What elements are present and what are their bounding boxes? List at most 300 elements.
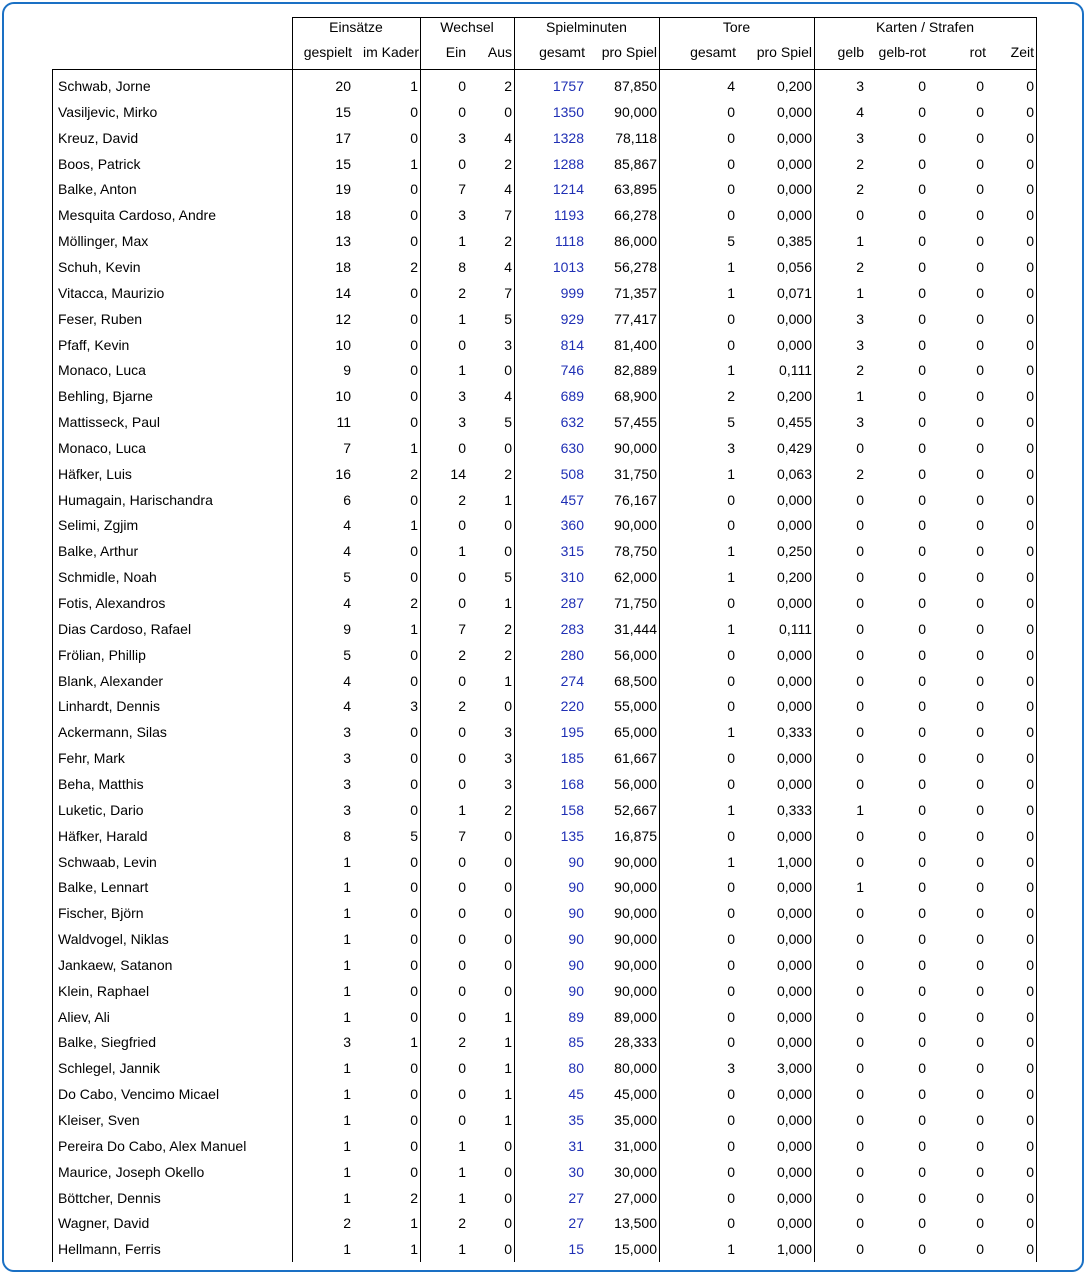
stat-cell: 0 [504, 362, 512, 378]
minutes-link[interactable]: 630 [560, 440, 584, 456]
minutes-link[interactable]: 632 [560, 414, 584, 430]
minutes-link[interactable]: 90 [568, 905, 584, 921]
stat-cell: 55,000 [614, 698, 657, 714]
stat-cell: 0 [1026, 1164, 1034, 1180]
stat-cell: 0,333 [776, 802, 812, 818]
stat-cell: 0 [856, 1190, 864, 1206]
stat-cell: 0,000 [776, 492, 812, 508]
column-header: gesamt [539, 44, 585, 60]
stat-cell: 2 [727, 388, 735, 404]
stat-cell: 3 [343, 750, 351, 766]
stat-cell: 0,385 [776, 233, 812, 249]
stat-cell: 0,200 [776, 569, 812, 585]
minutes-link[interactable]: 360 [560, 517, 584, 533]
stat-cell: 0 [976, 1164, 984, 1180]
stat-cell: 0 [918, 207, 926, 223]
stat-cell: 0 [410, 569, 418, 585]
stat-cell: 0 [976, 673, 984, 689]
minutes-link[interactable]: 158 [560, 802, 584, 818]
minutes-link[interactable]: 90 [568, 957, 584, 973]
stat-cell: 0 [504, 517, 512, 533]
group-header-karten: Karten / Strafen [875, 19, 975, 35]
stat-cell: 31,750 [614, 466, 657, 482]
stat-cell: 0 [856, 595, 864, 611]
minutes-link[interactable]: 27 [568, 1190, 584, 1206]
stat-cell: 0 [976, 78, 984, 94]
stat-cell: 0 [1026, 156, 1034, 172]
minutes-link[interactable]: 135 [560, 828, 584, 844]
minutes-link[interactable]: 1013 [552, 259, 584, 275]
stat-cell: 0,000 [776, 647, 812, 663]
stat-cell: 0 [410, 130, 418, 146]
minutes-link[interactable]: 283 [560, 621, 584, 637]
player-name: Schmidle, Noah [58, 569, 157, 585]
stat-cell: 0 [1026, 517, 1034, 533]
stat-cell: 90,000 [614, 879, 657, 895]
minutes-link[interactable]: 27 [568, 1215, 584, 1231]
column-header: pro Spiel [756, 44, 812, 60]
player-name: Fotis, Alexandros [58, 595, 166, 611]
minutes-link[interactable]: 45 [568, 1086, 584, 1102]
stat-cell: 0 [727, 492, 735, 508]
stat-cell: 0 [856, 1009, 864, 1025]
stat-cell: 3 [410, 698, 418, 714]
stat-cell: 56,000 [614, 776, 657, 792]
stat-cell: 0 [458, 879, 466, 895]
stat-cell: 1 [727, 724, 735, 740]
stat-cell: 0 [918, 1009, 926, 1025]
stat-cell: 13 [335, 233, 351, 249]
stat-cell: 2 [504, 466, 512, 482]
stat-cell: 0 [918, 181, 926, 197]
stat-cell: 0 [976, 569, 984, 585]
minutes-link[interactable]: 30 [568, 1164, 584, 1180]
minutes-link[interactable]: 1193 [553, 207, 584, 223]
stat-cell: 0 [458, 1112, 466, 1128]
stat-cell: 0 [856, 724, 864, 740]
stat-cell: 0 [1026, 259, 1034, 275]
stat-cell: 71,750 [614, 595, 657, 611]
stat-cell: 1 [343, 983, 351, 999]
stat-cell: 0 [856, 983, 864, 999]
player-name: Balke, Arthur [58, 543, 139, 559]
grid-hline-header [52, 69, 1037, 70]
stat-cell: 0 [976, 595, 984, 611]
player-name: Frölian, Phillip [58, 647, 146, 663]
stat-cell: 0 [976, 337, 984, 353]
stat-cell: 3 [856, 78, 864, 94]
minutes-link[interactable]: 1118 [554, 233, 584, 249]
stat-cell: 0 [458, 569, 466, 585]
stat-cell: 90,000 [614, 957, 657, 973]
stat-cell: 4 [343, 698, 351, 714]
stat-cell: 2 [504, 621, 512, 637]
stat-cell: 0 [410, 104, 418, 120]
player-name: Blank, Alexander [58, 673, 164, 689]
stat-cell: 0 [410, 1112, 418, 1128]
player-name: Feser, Ruben [58, 311, 143, 327]
stat-cell: 1 [727, 569, 735, 585]
stat-cell: 14 [450, 466, 466, 482]
stat-cell: 13,500 [614, 1215, 657, 1231]
stat-cell: 7 [458, 181, 466, 197]
stat-cell: 0 [458, 595, 466, 611]
stat-cell: 0 [727, 1190, 735, 1206]
minutes-link[interactable]: 89 [568, 1009, 584, 1025]
stat-cell: 0 [504, 905, 512, 921]
stat-cell: 0 [856, 750, 864, 766]
stat-cell: 0 [976, 802, 984, 818]
stat-cell: 1 [504, 673, 512, 689]
stat-cell: 1 [504, 595, 512, 611]
stat-cell: 0 [504, 828, 512, 844]
stat-cell: 0 [1026, 621, 1034, 637]
stat-cell: 0,000 [776, 828, 812, 844]
stat-cell: 61,667 [614, 750, 657, 766]
stat-cell: 0 [976, 259, 984, 275]
stat-cell: 76,167 [614, 492, 657, 508]
stat-cell: 0 [410, 181, 418, 197]
column-header: rot [969, 44, 986, 60]
minutes-link[interactable]: 168 [560, 776, 584, 792]
stat-cell: 0 [1026, 931, 1034, 947]
grid-vline [659, 17, 660, 1262]
minutes-link[interactable]: 287 [560, 595, 584, 611]
stat-cell: 0 [918, 776, 926, 792]
stat-cell: 2 [458, 285, 466, 301]
stat-cell: 0 [458, 156, 466, 172]
player-name: Do Cabo, Vencimo Micael [58, 1086, 220, 1102]
stat-cell: 0 [856, 543, 864, 559]
stat-cell: 0 [410, 905, 418, 921]
minutes-link[interactable]: 280 [560, 647, 584, 663]
stat-cell: 1,000 [776, 1241, 812, 1257]
stat-cell: 0 [1026, 130, 1034, 146]
stat-cell: 1 [727, 621, 735, 637]
stat-cell: 0 [918, 388, 926, 404]
stat-cell: 56,000 [614, 647, 657, 663]
stat-cell: 0 [727, 1086, 735, 1102]
stat-cell: 0 [727, 983, 735, 999]
stat-cell: 0 [727, 879, 735, 895]
stat-cell: 0,000 [776, 750, 812, 766]
stat-cell: 2 [856, 259, 864, 275]
stat-cell: 2 [458, 1034, 466, 1050]
stat-cell: 3 [856, 311, 864, 327]
stat-cell: 90,000 [614, 931, 657, 947]
stat-cell: 0 [410, 983, 418, 999]
stat-cell: 2 [504, 156, 512, 172]
stat-cell: 0 [976, 828, 984, 844]
minutes-link[interactable]: 1288 [552, 156, 584, 172]
stat-cell: 0 [918, 1241, 926, 1257]
stat-cell: 3 [343, 1034, 351, 1050]
stat-cell: 0,000 [776, 698, 812, 714]
stat-cell: 0 [727, 1164, 735, 1180]
stat-cell: 0 [918, 879, 926, 895]
stat-cell: 0,056 [776, 259, 812, 275]
stat-cell: 0 [458, 750, 466, 766]
minutes-link[interactable]: 90 [568, 854, 584, 870]
stat-cell: 1 [458, 362, 466, 378]
stat-cell: 0 [856, 569, 864, 585]
stat-cell: 0,000 [776, 673, 812, 689]
stat-cell: 1 [856, 233, 864, 249]
minutes-link[interactable]: 220 [560, 698, 584, 714]
stat-cell: 0 [976, 207, 984, 223]
stat-cell: 18 [335, 259, 351, 275]
minutes-link[interactable]: 1757 [552, 78, 584, 94]
grid-vline [52, 69, 53, 1262]
stat-cell: 10 [335, 388, 351, 404]
player-name: Monaco, Luca [58, 362, 146, 378]
stat-cell: 0 [856, 776, 864, 792]
stat-cell: 0 [856, 517, 864, 533]
minutes-link[interactable]: 310 [560, 569, 584, 585]
stat-cell: 4 [727, 78, 735, 94]
stat-cell: 1 [856, 388, 864, 404]
stat-cell: 0 [856, 647, 864, 663]
stat-cell: 0 [1026, 1034, 1034, 1050]
stat-cell: 0 [504, 1241, 512, 1257]
stat-cell: 15 [335, 156, 351, 172]
stat-cell: 2 [458, 492, 466, 508]
stat-cell: 10 [335, 337, 351, 353]
stat-cell: 0 [918, 750, 926, 766]
stat-cell: 0 [976, 233, 984, 249]
minutes-link[interactable]: 274 [560, 673, 584, 689]
stat-cell: 0 [1026, 569, 1034, 585]
stat-cell: 0 [504, 104, 512, 120]
stat-cell: 0 [856, 698, 864, 714]
stat-cell: 0 [918, 698, 926, 714]
stat-cell: 1 [727, 543, 735, 559]
minutes-link[interactable]: 90 [568, 983, 584, 999]
column-header: gesamt [690, 44, 736, 60]
stat-cell: 0 [976, 1060, 984, 1076]
stat-cell: 7 [504, 207, 512, 223]
stat-cell: 30,000 [614, 1164, 657, 1180]
minutes-link[interactable]: 315 [560, 543, 584, 559]
stat-cell: 9 [343, 362, 351, 378]
stat-cell: 0 [918, 337, 926, 353]
stat-cell: 11 [336, 414, 351, 430]
player-name: Mattisseck, Paul [58, 414, 160, 430]
stat-cell: 0 [1026, 440, 1034, 456]
stat-cell: 0 [976, 1241, 984, 1257]
stat-cell: 4 [343, 673, 351, 689]
stat-cell: 0 [727, 776, 735, 792]
stat-cell: 0 [410, 673, 418, 689]
stat-cell: 3 [504, 337, 512, 353]
stat-cell: 0 [1026, 983, 1034, 999]
stat-cell: 0 [1026, 802, 1034, 818]
stat-cell: 0 [918, 1034, 926, 1050]
stat-cell: 3 [504, 776, 512, 792]
minutes-link[interactable]: 15 [568, 1241, 584, 1257]
stat-cell: 0 [410, 1009, 418, 1025]
stat-cell: 3 [458, 207, 466, 223]
stat-cell: 0 [856, 1060, 864, 1076]
minutes-link[interactable]: 80 [568, 1060, 584, 1076]
minutes-link[interactable]: 1214 [552, 181, 584, 197]
minutes-link[interactable]: 1328 [552, 130, 584, 146]
stat-cell: 1 [410, 1215, 418, 1231]
group-header-spielminuten: Spielminuten [546, 19, 627, 35]
stat-cell: 0 [976, 1034, 984, 1050]
stat-cell: 0 [727, 1034, 735, 1050]
stat-cell: 0 [458, 854, 466, 870]
stat-cell: 0 [727, 156, 735, 172]
stat-cell: 0 [410, 854, 418, 870]
stat-cell: 68,500 [614, 673, 657, 689]
stat-cell: 2 [504, 647, 512, 663]
stat-cell: 0 [918, 1060, 926, 1076]
stat-cell: 0 [458, 1086, 466, 1102]
stat-cell: 1 [458, 311, 466, 327]
player-name: Schwab, Jorne [58, 78, 151, 94]
stat-cell: 0 [727, 931, 735, 947]
stat-cell: 0 [458, 957, 466, 973]
stat-cell: 0 [976, 517, 984, 533]
stat-cell: 0 [976, 543, 984, 559]
player-name: Fehr, Mark [58, 750, 125, 766]
grid-vline [1036, 17, 1037, 1262]
stat-cell: 31,000 [614, 1138, 657, 1154]
stat-cell: 0 [856, 207, 864, 223]
stat-cell: 0 [918, 130, 926, 146]
stat-cell: 0 [727, 311, 735, 327]
stat-cell: 0,000 [776, 776, 812, 792]
stat-cell: 5 [727, 414, 735, 430]
stat-cell: 0 [856, 1112, 864, 1128]
player-name: Maurice, Joseph Okello [58, 1164, 205, 1180]
stat-cell: 2 [856, 466, 864, 482]
stat-cell: 1 [410, 517, 418, 533]
minutes-link[interactable]: 1350 [552, 104, 584, 120]
stat-cell: 2 [504, 233, 512, 249]
stat-cell: 0 [976, 957, 984, 973]
stat-cell: 65,000 [614, 724, 657, 740]
stat-cell: 0,000 [776, 517, 812, 533]
stat-cell: 0 [856, 673, 864, 689]
minutes-link[interactable]: 999 [560, 285, 584, 301]
minutes-link[interactable]: 689 [560, 388, 584, 404]
stat-cell: 0 [918, 724, 926, 740]
stat-cell: 1 [727, 1241, 735, 1257]
player-name: Schuh, Kevin [58, 259, 141, 275]
player-name: Hellmann, Ferris [58, 1241, 161, 1257]
stat-cell: 0 [1026, 828, 1034, 844]
minutes-link[interactable]: 90 [568, 931, 584, 947]
stat-cell: 0 [410, 543, 418, 559]
minutes-link[interactable]: 35 [568, 1112, 584, 1128]
stat-cell: 0 [458, 724, 466, 740]
stat-cell: 0 [918, 1138, 926, 1154]
player-name: Selimi, Zgjim [58, 517, 139, 533]
column-header: gespielt [303, 44, 352, 60]
stat-cell: 1 [458, 1164, 466, 1180]
stat-cell: 1 [343, 1241, 351, 1257]
stat-cell: 0 [727, 517, 735, 533]
stat-cell: 0 [918, 983, 926, 999]
minutes-link[interactable]: 90 [568, 879, 584, 895]
group-header-wechsel: Wechsel [440, 19, 494, 35]
stat-cell: 1 [343, 1138, 351, 1154]
stat-cell: 1 [343, 1190, 351, 1206]
stat-cell: 0 [918, 647, 926, 663]
minutes-link[interactable]: 746 [560, 362, 584, 378]
stat-cell: 0 [976, 750, 984, 766]
stat-cell: 5 [343, 647, 351, 663]
grid-hline-top [292, 17, 1037, 18]
stat-cell: 0 [1026, 724, 1034, 740]
stat-cell: 0 [856, 1034, 864, 1050]
stat-cell: 0 [410, 724, 418, 740]
stat-cell: 0,000 [776, 104, 812, 120]
stat-cell: 4 [343, 517, 351, 533]
stat-cell: 52,667 [614, 802, 657, 818]
stat-cell: 0 [458, 931, 466, 947]
player-name: Jankaew, Satanon [58, 957, 173, 973]
minutes-link[interactable]: 457 [560, 492, 584, 508]
stat-cell: 0,000 [776, 207, 812, 223]
stat-cell: 0 [976, 905, 984, 921]
stat-cell: 0,000 [776, 181, 812, 197]
player-name: Böttcher, Dennis [58, 1190, 161, 1206]
minutes-link[interactable]: 195 [560, 724, 584, 740]
stat-cell: 0,071 [776, 285, 812, 301]
stat-cell: 0 [504, 1190, 512, 1206]
column-header: im Kader [362, 44, 419, 60]
stat-cell: 14 [335, 285, 351, 301]
stat-cell: 0 [976, 724, 984, 740]
stat-cell: 3 [343, 724, 351, 740]
minutes-link[interactable]: 31 [568, 1138, 584, 1154]
minutes-link[interactable]: 85 [568, 1034, 584, 1050]
stat-cell: 0 [1026, 698, 1034, 714]
stat-cell: 0 [1026, 1112, 1034, 1128]
stat-cell: 0 [410, 931, 418, 947]
stat-cell: 0 [976, 440, 984, 456]
stat-cell: 0 [727, 828, 735, 844]
minutes-link[interactable]: 929 [560, 311, 584, 327]
stat-cell: 0 [976, 1112, 984, 1128]
stat-cell: 87,850 [614, 78, 657, 94]
stat-cell: 0 [727, 957, 735, 973]
stat-cell: 0 [727, 698, 735, 714]
stat-cell: 78,118 [615, 130, 657, 146]
stat-cell: 28,333 [614, 1034, 657, 1050]
stat-cell: 0 [918, 802, 926, 818]
stat-cell: 1 [410, 1034, 418, 1050]
minutes-link[interactable]: 814 [560, 337, 584, 353]
minutes-link[interactable]: 185 [560, 750, 584, 766]
stat-cell: 1 [504, 1060, 512, 1076]
stat-cell: 0,000 [776, 1112, 812, 1128]
stat-cell: 0 [410, 388, 418, 404]
player-name: Boos, Patrick [58, 156, 141, 172]
stat-cell: 2 [410, 1190, 418, 1206]
stat-cell: 5 [410, 828, 418, 844]
stat-cell: 2 [504, 802, 512, 818]
player-name: Häfker, Harald [58, 828, 148, 844]
stat-cell: 12 [335, 311, 351, 327]
minutes-link[interactable]: 508 [560, 466, 584, 482]
stat-cell: 0 [918, 259, 926, 275]
stat-cell: 0 [727, 595, 735, 611]
stat-cell: 2 [410, 466, 418, 482]
